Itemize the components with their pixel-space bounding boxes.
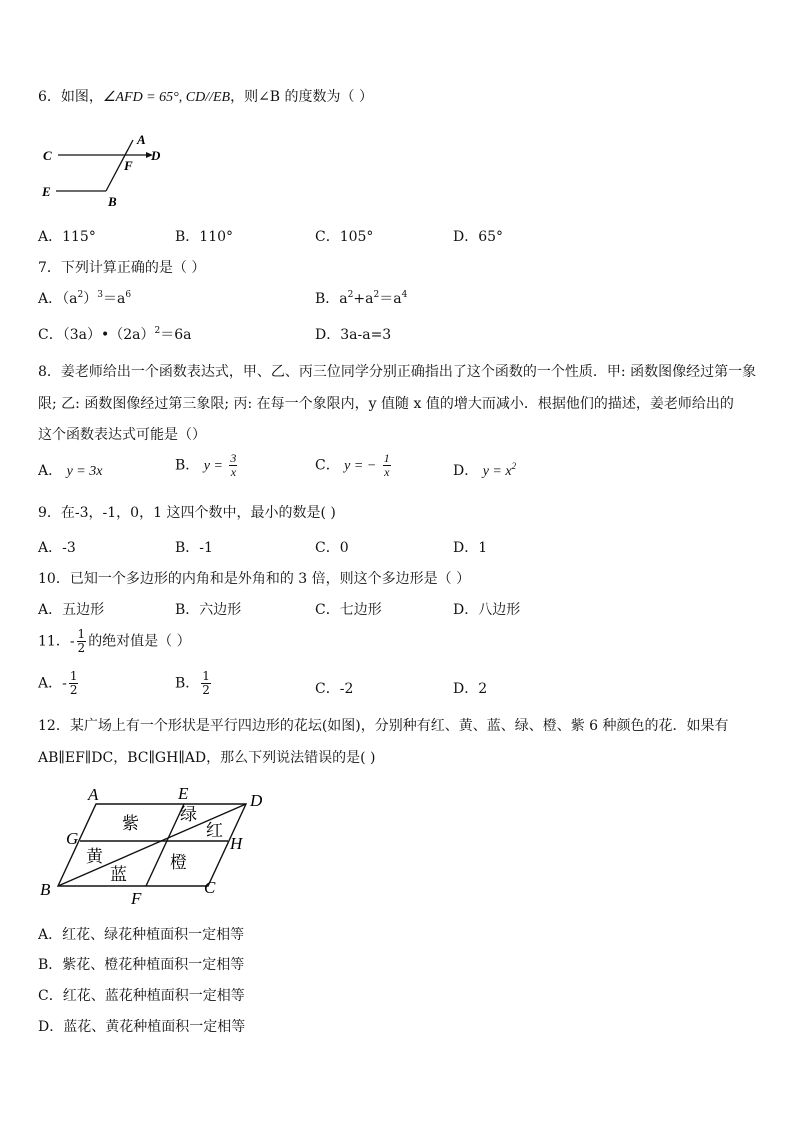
q8-c-num: 1 — [383, 451, 390, 465]
q8-stem-line-3: 这个函数表达式可能是（） — [38, 427, 206, 443]
q6-figure — [38, 128, 178, 212]
q8-b-lhs: y = — [203, 458, 223, 474]
q7-c-rhs: ＝6a — [160, 327, 192, 343]
question-6-stem — [38, 87, 373, 108]
q6-option-b[interactable]: B．110° — [175, 229, 234, 245]
q7-option-c[interactable] — [38, 325, 191, 345]
q12-label-e: E — [178, 784, 189, 803]
q7-b-label: B． — [315, 291, 340, 307]
q8-c-lhs: y = − — [344, 458, 377, 474]
q11-a-num: 1 — [69, 669, 78, 683]
q10-option-b[interactable]: B．六边形 — [175, 602, 242, 618]
q6-label-b: B — [108, 194, 117, 209]
q12-label-b: B — [40, 880, 51, 899]
q8-b-num: 3 — [230, 451, 237, 465]
q11-option-b[interactable] — [175, 670, 213, 697]
q12-option-d[interactable]: D．蓝花、黄花种植面积一定相等 — [38, 1019, 246, 1035]
q9-option-c[interactable]: C．0 — [315, 540, 349, 556]
q7-c-t1: （3a）•（2a） — [62, 327, 155, 343]
q11-option-c[interactable]: C．-2 — [315, 681, 354, 697]
q8-d-expr: y = x — [482, 464, 512, 479]
q8-d-label: D． — [453, 463, 479, 479]
q7-b-e2: 2 — [373, 290, 380, 300]
q10-option-c[interactable]: C．七边形 — [315, 602, 382, 618]
q11-a-fraction — [69, 670, 79, 697]
q11-suffix: 的绝对值是（ ） — [88, 633, 191, 650]
q12-option-c[interactable]: C．红花、蓝花种植面积一定相等 — [38, 988, 245, 1004]
q8-b-den: x — [230, 465, 237, 479]
q12-label-f: F — [131, 889, 142, 908]
q9-option-d[interactable]: D．1 — [453, 540, 488, 556]
q6-label-c: C — [43, 148, 52, 163]
q8-c-label: C． — [315, 457, 340, 474]
q11-b-num: 1 — [202, 669, 210, 683]
q6-option-c[interactable]: C．105° — [315, 229, 374, 245]
q7-a-label: A． — [38, 291, 63, 307]
q8-c-fraction — [383, 452, 391, 479]
q8-stem-line-1: 8．姜老师给出一个函数表达式，甲、乙、丙三位同学分别正确指出了这个函数的一个性质．甲: 函数图像经过第一象 — [38, 364, 757, 380]
q6-stem-prefix: 6．如图， — [38, 89, 103, 105]
q8-b-fraction — [229, 452, 237, 479]
q7-a-exp3: 6 — [125, 290, 132, 300]
q8-d-exp: 2 — [511, 461, 517, 471]
q11-b-label: B． — [175, 675, 200, 692]
q11-num: 1 — [77, 627, 86, 641]
q9-option-b[interactable]: B．-1 — [175, 540, 213, 556]
q11-b-fraction — [201, 670, 211, 697]
q11-fraction — [77, 628, 87, 655]
q8-option-b[interactable] — [175, 452, 239, 479]
q12-stem-line-1: 12．某广场上有一个形状是平行四边形的花坛(如图)，分别种有红、黄、蓝、绿、橙、紫 6 种颜色的花．如果有 — [38, 718, 729, 734]
q8-a-expr: y = 3x — [66, 464, 103, 479]
q10-option-a[interactable]: A．五边形 — [38, 602, 105, 618]
question-7-stem: 7．下列计算正确的是（ ） — [38, 260, 206, 276]
q8-option-d[interactable] — [453, 461, 516, 482]
q7-a-base: （a — [62, 291, 78, 307]
q12-label-d: D — [250, 791, 263, 810]
q6-stem-math: ∠AFD = 65°, CD//EB — [102, 90, 231, 105]
q7-b-plus: +a — [353, 291, 374, 307]
q12-region-blue: 蓝 — [110, 865, 127, 884]
q11-den: 2 — [77, 641, 86, 655]
q12-stem-line-2: AB∥EF∥DC，BC∥GH∥AD，那么下列说法错误的是( ) — [38, 750, 376, 766]
q12-region-yellow: 黄 — [86, 847, 103, 866]
q6-label-a: A — [137, 132, 146, 147]
q12-parallelogram-figure — [36, 782, 286, 910]
q12-region-orange: 橙 — [170, 853, 187, 872]
q7-option-d[interactable] — [315, 325, 391, 345]
q8-a-label: A． — [38, 463, 63, 479]
q11-a-label: A．- — [38, 675, 67, 692]
q6-option-a[interactable]: A．115° — [38, 229, 96, 245]
q8-option-a[interactable] — [38, 461, 102, 482]
q7-c-label: C． — [38, 327, 63, 343]
q6-label-e: E — [42, 184, 51, 199]
q7-option-b[interactable] — [315, 289, 407, 309]
q8-b-label: B． — [175, 457, 200, 474]
q8-stem-line-2: 限; 乙: 函数图像经过第三象限; 丙: 在每一个象限内，y 值随 x 值的增大而减小．根据他们的描述，姜老师给出的 — [38, 396, 734, 412]
q12-region-red: 红 — [206, 821, 223, 840]
q11-option-d[interactable]: D．2 — [453, 681, 488, 697]
question-10-stem: 10．已知一个多边形的内角和是外角和的 3 倍，则这个多边形是（ ） — [38, 571, 471, 587]
q12-region-purple: 紫 — [122, 814, 139, 833]
question-9-stem: 9．在-3，-1，0，1 这四个数中，最小的数是( ) — [38, 505, 336, 521]
q7-c-e1: 2 — [154, 326, 161, 336]
q7-a-mid: ） — [83, 291, 98, 307]
q12-label-c: C — [204, 878, 216, 897]
q12-label-h: H — [230, 834, 243, 853]
q7-a-rhs: ＝a — [102, 291, 126, 307]
q12-label-a: A — [88, 785, 99, 804]
q9-option-a[interactable]: A．-3 — [38, 540, 76, 556]
q12-option-a[interactable]: A．红花、绿花种植面积一定相等 — [38, 927, 245, 943]
q11-a-den: 2 — [69, 683, 78, 697]
q7-a-exp2: 3 — [97, 290, 103, 300]
q7-d-label: D． — [315, 327, 341, 343]
q7-b-e3: 4 — [401, 290, 408, 300]
q11-prefix: 11．- — [38, 633, 75, 650]
q12-label-g: G — [66, 829, 79, 848]
q7-b-t1: a — [339, 291, 348, 307]
q6-stem-suffix: ，则∠B 的度数为（ ） — [230, 89, 373, 105]
q6-option-d[interactable]: D．65° — [453, 229, 504, 245]
q7-d-text: 3a-a=3 — [340, 327, 392, 343]
q7-b-rhs: ＝a — [379, 291, 402, 307]
q11-b-den: 2 — [202, 683, 210, 697]
q7-a-exp1: 2 — [77, 290, 84, 300]
q7-option-a[interactable] — [38, 289, 131, 309]
q6-label-f: F — [124, 158, 133, 173]
question-11-stem — [38, 628, 191, 655]
q8-option-c[interactable] — [315, 452, 393, 479]
q8-c-den: x — [384, 465, 390, 479]
q6-label-d: D — [151, 148, 161, 163]
q10-option-d[interactable]: D．八边形 — [453, 602, 521, 618]
q12-option-b[interactable]: B．紫花、橙花种植面积一定相等 — [38, 957, 245, 973]
q11-option-a[interactable] — [38, 670, 80, 697]
q7-b-e1: 2 — [347, 290, 354, 300]
q12-region-green: 绿 — [180, 805, 197, 824]
